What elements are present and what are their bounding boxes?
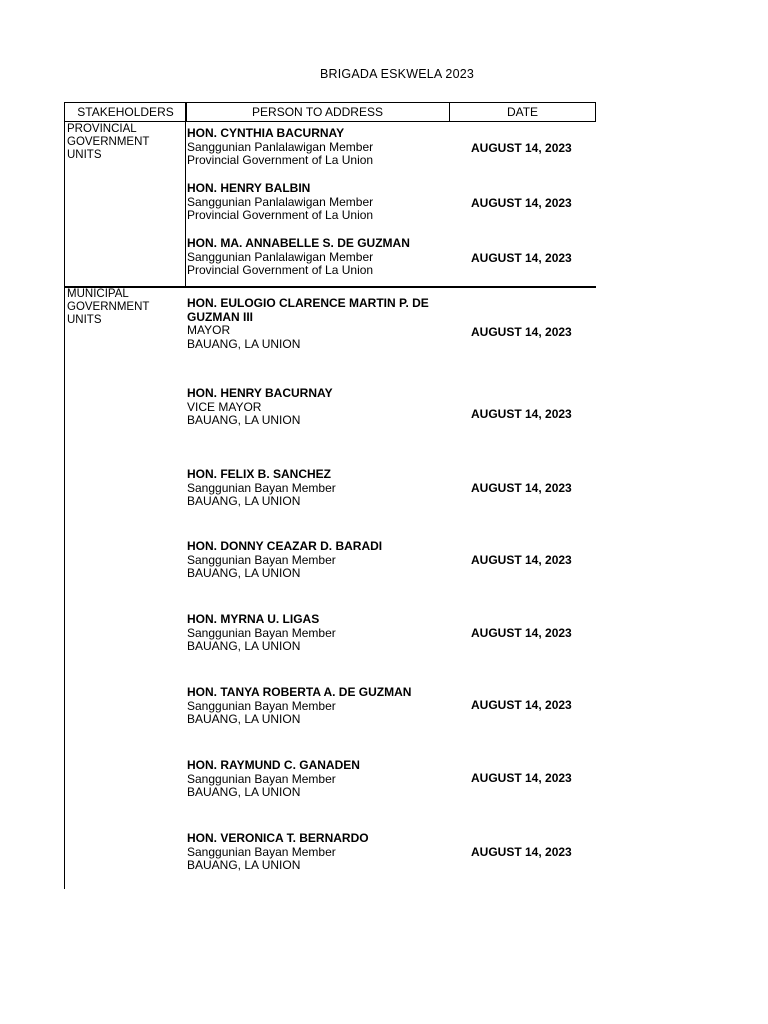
list-item [187, 832, 457, 873]
person-name: HON. HENRY BALBIN [187, 181, 311, 195]
stakeholder-group-provincial [67, 123, 182, 162]
list-item [187, 686, 457, 727]
entry-date: AUGUST 14, 2023 [471, 407, 572, 421]
header-date: DATE [449, 102, 596, 122]
entry-date: AUGUST 14, 2023 [471, 553, 572, 567]
header-stakeholders: STAKEHOLDERS [64, 102, 187, 122]
person-position: Sanggunian Bayan Member [187, 844, 336, 859]
person-name: HON. TANYA ROBERTA A. DE GUZMAN [187, 685, 412, 699]
table-column-divider [185, 122, 186, 288]
person-name: HON. VERONICA T. BERNARDO [187, 831, 369, 845]
person-position: Sanggunian Bayan Member [187, 552, 336, 567]
group-label-line: PROVINCIAL [67, 123, 137, 135]
list-item [187, 182, 457, 223]
person-office: BAUANG, LA UNION [187, 785, 301, 800]
person-office: BAUANG, LA UNION [187, 413, 301, 428]
person-name: HON. MYRNA U. LIGAS [187, 612, 320, 626]
entry-date: AUGUST 14, 2023 [471, 325, 572, 339]
person-office: Provincial Government of La Union [187, 263, 374, 278]
person-name: HON. CYNTHIA BACURNAY [187, 126, 345, 140]
header-person: PERSON TO ADDRESS [185, 102, 450, 122]
list-item [187, 468, 457, 509]
group-label-line: GOVERNMENT [67, 301, 150, 313]
person-position: Sanggunian Panlalawigan Member [187, 249, 374, 264]
entry-date: AUGUST 14, 2023 [471, 481, 572, 495]
entry-date: AUGUST 14, 2023 [471, 771, 572, 785]
person-name-continued: GUZMAN III [187, 309, 253, 324]
list-item [187, 237, 457, 278]
group-label-line: UNITS [67, 149, 102, 161]
person-position: Sanggunian Bayan Member [187, 625, 336, 640]
person-office: Provincial Government of La Union [187, 208, 374, 223]
person-position: VICE MAYOR [187, 399, 262, 414]
list-item [187, 759, 457, 800]
person-position: Sanggunian Bayan Member [187, 480, 336, 495]
list-item [187, 127, 457, 168]
group-label-line: UNITS [67, 314, 102, 326]
entry-date: AUGUST 14, 2023 [471, 251, 572, 265]
person-office: Provincial Government of La Union [187, 153, 374, 168]
person-name: HON. FELIX B. SANCHEZ [187, 467, 332, 481]
person-position: Sanggunian Panlalawigan Member [187, 139, 374, 154]
person-office: BAUANG, LA UNION [187, 712, 301, 727]
person-position: Sanggunian Bayan Member [187, 771, 336, 786]
person-name: HON. DONNY CEAZAR D. BARADI [187, 539, 383, 553]
list-item [187, 387, 457, 428]
person-office: BAUANG, LA UNION [187, 494, 301, 509]
list-item [187, 613, 457, 654]
entry-date: AUGUST 14, 2023 [471, 845, 572, 859]
person-office: BAUANG, LA UNION [187, 639, 301, 654]
list-item [187, 540, 457, 581]
table-header [64, 102, 596, 122]
entry-date: AUGUST 14, 2023 [471, 196, 572, 210]
person-name: HON. EULOGIO CLARENCE MARTIN P. DE [187, 296, 429, 310]
group-label-line: GOVERNMENT [67, 136, 150, 148]
list-item [187, 297, 457, 351]
stakeholder-group-municipal [67, 288, 182, 327]
table-left-border [64, 122, 65, 889]
group-label-line: MUNICIPAL [67, 288, 129, 300]
entry-date: AUGUST 14, 2023 [471, 698, 572, 712]
entry-date: AUGUST 14, 2023 [471, 141, 572, 155]
person-name: HON. HENRY BACURNAY [187, 386, 333, 400]
person-position: Sanggunian Bayan Member [187, 698, 336, 713]
person-office: BAUANG, LA UNION [187, 566, 301, 581]
person-office: BAUANG, LA UNION [187, 336, 301, 351]
person-office: BAUANG, LA UNION [187, 858, 301, 873]
page-title: BRIGADA ESKWELA 2023 [319, 67, 475, 81]
person-name: HON. RAYMUND C. GANADEN [187, 758, 360, 772]
person-name: HON. MA. ANNABELLE S. DE GUZMAN [187, 236, 410, 250]
person-position: MAYOR [187, 323, 231, 338]
person-position: Sanggunian Panlalawigan Member [187, 194, 374, 209]
entry-date: AUGUST 14, 2023 [471, 626, 572, 640]
